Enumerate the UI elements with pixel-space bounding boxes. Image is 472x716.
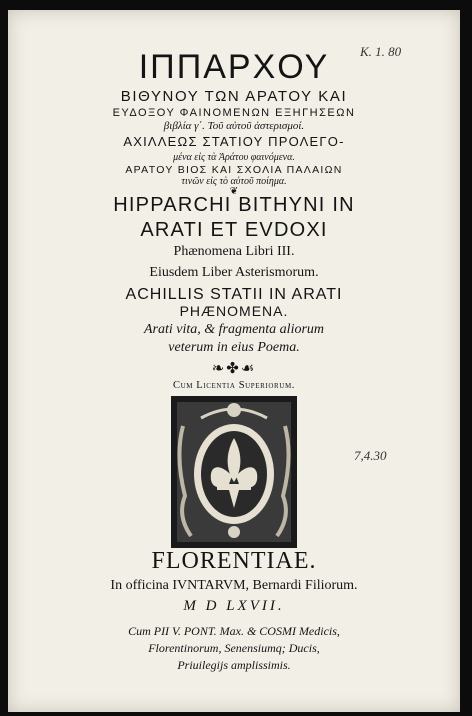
latin-title-line-3: Phænomena Libri III.	[173, 244, 295, 259]
printers-device-lily-icon	[171, 396, 297, 548]
latin-title-line-2: ARATI ET EVDOXI	[140, 219, 328, 241]
latin-title-line-4: Eiusdem Liber Asterismorum.	[149, 265, 319, 280]
greek-line-7: τινῶν εἰς τὸ αὐτοῦ ποίημα.	[181, 176, 287, 187]
privilege-line-1: Cum PII V. PONT. Max. & COSMI Medicis,	[128, 624, 340, 638]
margin-note: 7,4.30	[354, 448, 387, 463]
greek-line-1: ΒΙΘΥΝΟΥ ΤΩΝ ΑΡΑΤΟΥ ΚΑΙ	[120, 88, 348, 105]
greek-title: ΙΠΠΑΡΧΟΥ	[138, 48, 330, 86]
greek-line-3: βιβλία γ΄. Τοῦ αὐτοῦ ἀστερισμοί.	[163, 120, 305, 132]
greek-line-4: ΑΧΙΛΛΕΩΣ ΣΤΑΤΙΟΥ ΠΡΟΛΕΓΟ-	[123, 134, 345, 149]
small-fleuron-icon: ❦	[229, 186, 239, 197]
title-page	[8, 10, 460, 712]
latin-italic-line-1: Arati vita, & fragmenta aliorum	[143, 322, 325, 337]
latin-title-line-5: ACHILLIS STATII IN ARATI	[125, 286, 343, 303]
imprint-officina: In officina IVNTARVM, Bernardi Filiorum.	[110, 578, 358, 593]
fleuron-ornament-icon: ❧✤☙	[211, 361, 257, 377]
greek-line-6: ΑΡΑΤΟΥ ΒΙΟΣ ΚΑΙ ΣΧΟΛΙΑ ΠΑΛΑΙΩΝ	[125, 164, 343, 176]
latin-title-line-1: HIPPARCHI BITHYNI IN	[113, 194, 355, 216]
privilege-line-3: Priuilegijs amplissimis.	[177, 658, 291, 672]
greek-line-2: ΕΥΔΟΞΟΥ ΦΑΙΝΟΜΕΝΩΝ ΕΞΗΓΗΣΕΩΝ	[112, 107, 356, 119]
privilege-line-2: Florentinorum, Senensiumq; Ducis,	[148, 641, 320, 655]
shelfmark-note: K. 1. 80	[360, 44, 402, 59]
license-line: Cum Licentia Superiorum.	[172, 380, 296, 391]
imprint-date: M D LXVII.	[183, 598, 285, 614]
imprint-city: FLORENTIAE.	[151, 548, 317, 574]
latin-italic-line-2: veterum in eius Poema.	[168, 340, 300, 355]
latin-title-line-6: PHÆNOMENA.	[179, 303, 289, 319]
greek-line-5: μένα εἰς τὰ Ἀράτου φαινόμενα.	[173, 152, 295, 163]
